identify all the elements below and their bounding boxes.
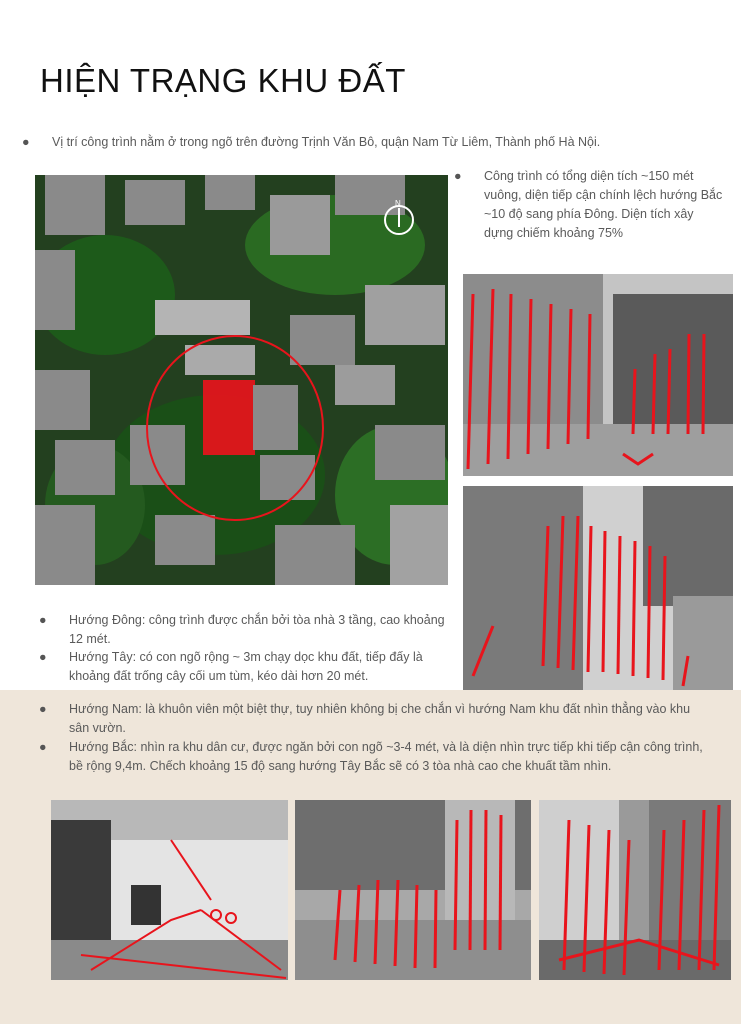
bullet-area-text: Công trình có tổng diện tích ~150 mét vuông, diện tiếp cận chính lệch hướng Bắc ~10 độ sang phía Đông. Diện tích xây dựng chiếm khoảng 75% bbox=[484, 169, 723, 240]
aerial-map-drawing bbox=[35, 175, 448, 585]
bullet-west bbox=[39, 648, 454, 686]
bullet-dot: ● bbox=[39, 740, 47, 754]
photo-gate-drawing bbox=[51, 800, 288, 980]
bullet-dot: ● bbox=[39, 650, 47, 664]
bullet-dot: ● bbox=[454, 169, 462, 183]
photo-narrow-alley-drawing bbox=[539, 800, 731, 980]
bullet-east-text: Hướng Đông: công trình được chắn bởi tòa nhà 3 tầng, cao khoảng 12 mét. bbox=[69, 613, 445, 646]
photo-alley-wall-drawing bbox=[295, 800, 531, 980]
bullet-east bbox=[39, 611, 454, 649]
bullet-location-text: Vị trí công trình nằm ở trong ngõ trên đường Trịnh Văn Bô, quận Nam Từ Liêm, Thành phố Hà Nội. bbox=[52, 135, 601, 149]
bullet-location bbox=[22, 133, 712, 152]
bullet-north-text: Hướng Bắc: nhìn ra khu dân cư, được ngăn bởi con ngõ ~3-4 mét, và là diện nhìn trực tiếp khi tiếp cận công trình, bề rộng 9,4m. Chếch khoảng 15 độ sang hướng Tây Bắc sẽ có 3 tòa nhà cao che khuất tầm nhìn. bbox=[69, 740, 703, 773]
bullet-dot: ● bbox=[39, 702, 47, 716]
compass-letter: N bbox=[395, 199, 401, 208]
site-photo-side-wall bbox=[463, 486, 733, 690]
bullet-north bbox=[39, 738, 709, 776]
aerial-site-photo bbox=[35, 175, 448, 585]
site-photo-narrow-alley bbox=[539, 800, 731, 980]
photo-entrance-drawing bbox=[463, 274, 733, 476]
bullet-south bbox=[39, 700, 709, 738]
site-photo-entrance bbox=[463, 274, 733, 476]
bullet-dot: ● bbox=[22, 135, 30, 149]
site-photo-alley-wall bbox=[295, 800, 531, 980]
photo-side-wall-drawing bbox=[463, 486, 733, 690]
site-photo-gate bbox=[51, 800, 288, 980]
bullet-area bbox=[454, 167, 724, 243]
bullet-south-text: Hướng Nam: là khuôn viên một biệt thự, tuy nhiên không bị che chắn vì hướng Nam khu đất nhìn thẳng vào khu sân vườn. bbox=[69, 702, 691, 735]
bullet-west-text: Hướng Tây: có con ngõ rộng ~ 3m chạy dọc khu đất, tiếp đấy là khoảng đất trống cây cối um tùm, kéo dài hơn 20 mét. bbox=[69, 650, 423, 683]
page-title: HIỆN TRẠNG KHU ĐẤT bbox=[40, 62, 406, 99]
bullet-dot: ● bbox=[39, 613, 47, 627]
